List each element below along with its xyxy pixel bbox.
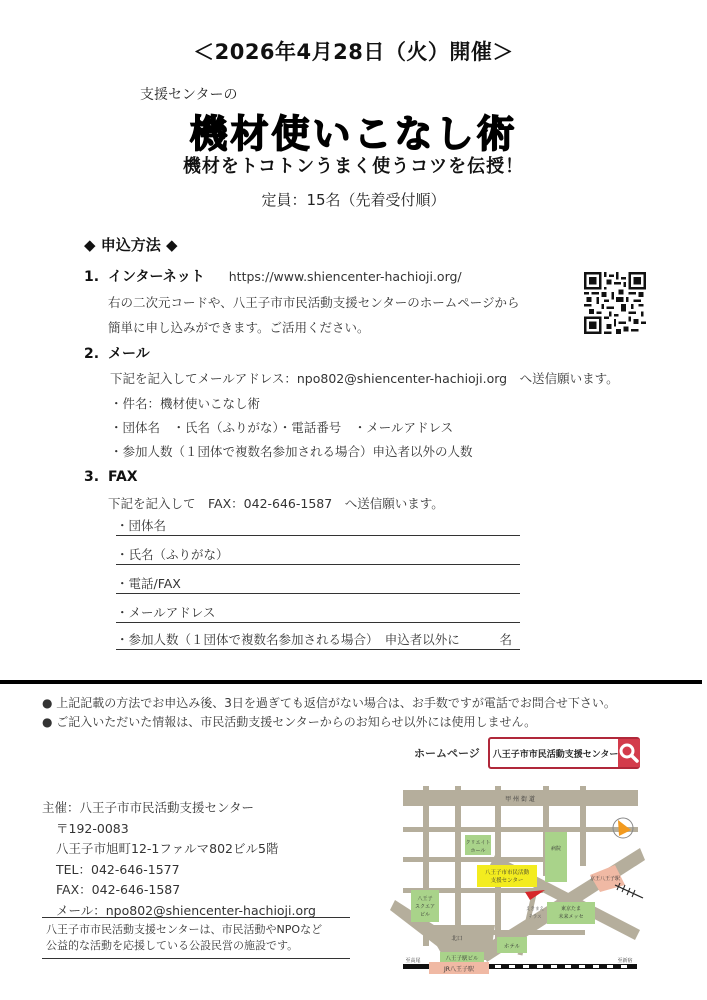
organizer-address: 八王子市旭町12-1ファルマ802ビル5階: [56, 841, 279, 856]
internet-heading: [84, 266, 462, 286]
internet-label: インターネット: [108, 269, 205, 285]
description-rule-bottom: [42, 958, 350, 959]
organizer-postal: 〒192-0083: [56, 820, 129, 836]
note-privacy: ● ご記入いただいた情報は、市民活動支援センターからのお知らせ以外には使用しません。: [42, 715, 537, 729]
svg-text:テラス: テラス: [528, 915, 542, 920]
organizer-email: メール：npo802@shiencenter-hachioji.org: [56, 902, 316, 918]
event-date: ＜2026年4月28日（火）開催＞: [193, 40, 514, 64]
description-line-2: 公益的な活動を応援している公設民営の施設です。: [46, 939, 299, 952]
mail-heading: [84, 343, 150, 363]
search-query: 八王子市市民活動支援センター: [492, 749, 619, 760]
svg-text:JR八王子駅: JR八王子駅: [444, 966, 474, 973]
organizer-fax: FAX：042-646-1587: [56, 882, 181, 897]
field-suffix: 名: [499, 632, 512, 647]
page-title: 機材使いこなし術: [189, 112, 518, 156]
fax-field-participants[interactable]: [116, 630, 520, 650]
organizer-host: 主催：八王子市市民活動支援センター: [42, 800, 255, 815]
fax-label: FAX: [108, 469, 138, 485]
svg-text:至高尾: 至高尾: [405, 958, 421, 964]
mail-item-participants: ・参加人数（１団体で複数名参加される場合）申込者以外の人数: [110, 444, 473, 459]
map-label-create-hall: クリエイト: [465, 840, 491, 846]
mail-item-fields: ・団体名 ・氏名（ふりがな）・電話番号 ・メールアドレス: [110, 420, 454, 435]
fax-field-name[interactable]: [116, 545, 520, 565]
field-label: ・電話/FAX: [116, 576, 181, 591]
fax-field-email[interactable]: [116, 603, 520, 623]
access-map: [385, 780, 655, 980]
search-box[interactable]: [488, 737, 640, 769]
fax-field-group-name[interactable]: [116, 516, 520, 536]
organizer-tel: TEL：042-646-1577: [56, 861, 180, 877]
svg-text:八王子駅ビル: 八王子駅ビル: [445, 956, 479, 962]
svg-text:未来メッセ: 未来メッセ: [558, 914, 584, 920]
svg-text:八王子: 八王子: [417, 896, 433, 902]
svg-text:病院: 病院: [550, 846, 562, 852]
homepage-search: [414, 737, 640, 769]
organizer-description: [46, 922, 322, 954]
svg-text:八王子市市民活動: 八王子市市民活動: [484, 870, 530, 876]
svg-text:支援センター: 支援センター: [490, 878, 524, 884]
qr-code-icon[interactable]: [584, 272, 646, 334]
organizer-info: [42, 798, 316, 921]
field-label: ・氏名（ふりがな）: [116, 547, 229, 562]
application-heading: ◆ 申込方法 ◆: [84, 236, 178, 254]
svg-text:スクエア: スクエア: [415, 904, 435, 910]
subtitle: 機材をトコトンうまく使うコツを伝授！: [182, 156, 525, 177]
svg-text:北口: 北口: [451, 936, 463, 942]
internet-line-2: 簡単に申し込みができます。ご活用ください。: [108, 320, 370, 335]
description-rule-top: [42, 917, 350, 918]
pre-title: 支援センターの: [140, 87, 238, 103]
internet-line-1: 右の二次元コードや、八王子市市民活動支援センターのホームページから: [108, 295, 520, 310]
fax-field-phone[interactable]: [116, 574, 520, 594]
svg-text:東京たま: 東京たま: [560, 906, 582, 912]
svg-text:ビル: ビル: [419, 912, 431, 918]
field-label: ・メールアドレス: [116, 605, 216, 620]
item-number: 3.: [84, 469, 100, 485]
fax-intro: 下記を記入して FAX：042-646-1587 へ送信願います。: [108, 496, 444, 511]
search-icon[interactable]: [618, 739, 640, 767]
mail-intro: 下記を記入してメールアドレス：npo802@shiencenter-hachioji.org へ送信願います。: [110, 371, 619, 386]
mail-item-subject: ・件名：機材使いこなし術: [110, 396, 261, 411]
fax-heading: [84, 469, 138, 485]
svg-text:甲 州 街 道: 甲 州 街 道: [505, 796, 535, 803]
note-reply: ● 上記記載の方法でお申込み後、3日を過ぎても返信がない場合は、お手数ですが電話でお問合せ下さい。: [42, 696, 616, 710]
section-divider: [0, 680, 702, 684]
field-label: ・参加人数（１団体で複数名参加される場合） 申込者以外に: [116, 632, 460, 647]
mail-label: メール: [108, 346, 150, 362]
svg-text:えきまえ: えきまえ: [526, 907, 544, 912]
svg-text:ホテル: ホテル: [503, 944, 521, 950]
homepage-label: ホームページ: [414, 747, 480, 760]
capacity: 定員：15名（先着受付順）: [261, 191, 446, 209]
svg-text:至新宿: 至新宿: [617, 958, 633, 964]
item-number: 2.: [84, 346, 100, 362]
svg-text:ホール: ホール: [470, 848, 486, 854]
item-number: 1.: [84, 269, 100, 285]
field-label: ・団体名: [116, 518, 167, 533]
svg-text:京王八王子駅: 京王八王子駅: [589, 876, 621, 882]
description-line-1: 八王子市市民活動支援センターは、市民活動やNPOなど: [46, 923, 323, 936]
website-link[interactable]: https://www.shiencenter-hachioji.org/: [228, 269, 462, 284]
